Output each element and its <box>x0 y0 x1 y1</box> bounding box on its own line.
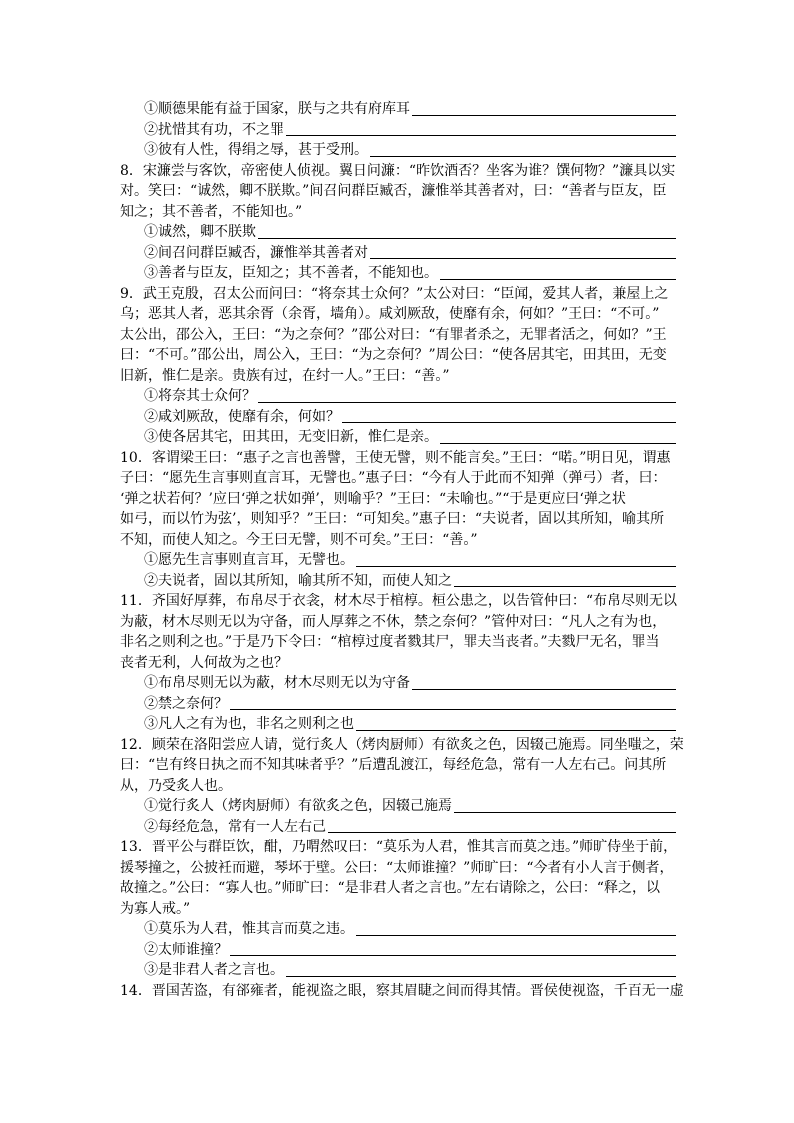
passage-line: 12．顾荣在洛阳尝应人请，觉行炙人（烤肉厨师）有欲炙之色，因辍己施焉。同坐嗤之，荣 <box>120 736 684 753</box>
passage-line: 非名之则利之也。”于是乃下令曰：“棺椁过度者戮其尸，罪夫当丧者。”夫戮尸无名，罪当 <box>120 634 660 650</box>
worksheet-content <box>120 99 684 1001</box>
answer-blank[interactable] <box>258 402 676 403</box>
question-line <box>120 120 676 141</box>
passage-line: 为寡人戒。” <box>120 900 191 917</box>
question-line: ①愿先生言事则直言耳，无譬也。 <box>120 550 676 571</box>
passage-line: 为蔽，材木尽则无以为守备，而人厚葬之不休，禁之奈何？”管仲对曰：“凡人之有为也， <box>120 613 667 630</box>
answer-blank[interactable] <box>454 586 676 587</box>
answer-blank[interactable] <box>356 935 676 936</box>
question-text: ①顺德果能有益于国家，朕与之共有府库耳 <box>144 101 410 117</box>
passage-line: 故撞之。”公曰：“寡人也。”师旷曰：“是非君人者之言也。”左右请除之，公曰：“释之，以 <box>120 880 660 896</box>
answer-blank[interactable] <box>370 258 676 259</box>
passage-line: 不知，而使人知之。今王曰无譬，则不可矣。”王曰：“善。” <box>120 531 478 548</box>
passage-line: 知之；其不善者，不能知也。” <box>120 203 303 220</box>
passage-line: 对。笑曰：“诚然，卿不朕欺。”间召问群臣臧否，濂惟举其善者对，曰：“善者与臣友，臣 <box>120 183 667 199</box>
passage-line: 曰：“岂有终日执之而不知其味者乎？”后遭乱渡江，每经危急，常有一人左右己。问其所 <box>120 757 667 773</box>
question-line: ②间召问群臣臧否，濂惟举其善者对 <box>120 243 676 264</box>
answer-blank[interactable] <box>258 238 676 239</box>
passage-line: 子曰：“愿先生言事则直言耳，无譬也。”惠子曰：“今有人于此而不知弹（弹弓）者，曰： <box>120 470 667 486</box>
question-line: ①布帛尽则无以为蔽，材木尽则无以为守备 <box>120 673 676 694</box>
answer-blank[interactable] <box>370 156 676 157</box>
answer-blank[interactable] <box>356 730 676 731</box>
passage-line: 11．齐国好厚葬，布帛尽于衣衾，材木尽于棺椁。桓公患之，以告管仲曰：“布帛尽则无以 <box>120 593 677 609</box>
passage-line: 旧新，惟仁是亲。贵族有过，在纣一人。”王曰：“善。” <box>120 367 450 384</box>
passage-line: 如弓，而以竹为弦’，则知乎？”王曰：“可知矣。”惠子曰：“夫说者，固以其所知，喻其所 <box>120 511 665 527</box>
passage-line: 14．晋国苦盗，有郤雍者，能视盗之眼，察其眉睫之间而得其情。晋侯使视盗，千百无一虚 <box>120 982 684 999</box>
passage-line: 曰：“不可。”邵公出，周公入，王曰：“为之奈何？”周公曰：“使各居其宅，田其田，无变 <box>120 347 667 363</box>
passage-line: ‘弹之状若何？’应曰‘弹之状如弹’，则喻乎？”王曰：“未喻也。”“于是更应曰‘弹之状 <box>120 490 626 507</box>
question-line: ②太师谁撞？ <box>120 940 676 961</box>
answer-blank[interactable] <box>454 812 676 813</box>
question-line <box>120 140 676 161</box>
answer-blank[interactable] <box>230 709 676 710</box>
passage-line: 丧者无利，人何故为之也？ <box>120 654 288 671</box>
question-line: ③使各居其宅，田其田，无变旧新，惟仁是亲。 <box>120 427 676 448</box>
question-line: ①觉行炙人（烤肉厨师）有欲炙之色，因辍己施焉 <box>120 796 676 817</box>
answer-blank[interactable] <box>286 135 676 136</box>
question-line: ②禁之奈何？ <box>120 694 676 715</box>
question-text: ②扰惜其有功，不之罪 <box>144 121 284 138</box>
passage-line: 从，乃受炙人也。 <box>120 777 232 794</box>
answer-blank[interactable] <box>440 279 676 280</box>
passage-line: 援琴撞之，公披衽而避，琴坏于壁。公曰：“太师谁撞？”师旷曰：“今者有小人言于侧者， <box>120 859 674 876</box>
question-line: ①诚然，卿不朕欺 <box>120 222 676 243</box>
answer-blank[interactable] <box>412 115 676 116</box>
question-line: ②每经危急，常有一人左右己 <box>120 817 676 838</box>
passage-line: 乌；恶其人者，恶其余胥（余胥，墙角）。咸刘厥敌，使靡有余，何如？”王曰：“不可。” <box>120 306 660 322</box>
question-line: ②夫说者，固以其所知，喻其所不知，而使人知之 <box>120 571 676 592</box>
passage-line: 13．晋平公与群臣饮，酣，乃喟然叹曰：“莫乐为人君，惟其言而莫之违。”师旷侍坐于前， <box>120 839 678 855</box>
answer-blank[interactable] <box>342 422 676 423</box>
answer-blank[interactable] <box>440 443 676 444</box>
answer-blank[interactable] <box>230 955 676 956</box>
question-text: ③彼有人性，得绢之辱，甚于受刑。 <box>144 142 368 158</box>
question-line: ①莫乐为人君，惟其言而莫之违。 <box>120 919 676 940</box>
answer-blank[interactable] <box>412 689 676 690</box>
question-line: ②咸刘厥敌，使靡有余，何如？ <box>120 407 676 428</box>
passage-line: 9．武王克殷，召太公而问曰：“将奈其士众何？”太公对曰：“臣闻，爱其人者，兼屋上之 <box>120 285 669 302</box>
question-line <box>120 99 676 120</box>
question-line: ③凡人之有为也，非名之则利之也 <box>120 714 676 735</box>
passage-line: 太公出，邵公入，王曰：“为之奈何？”邵公对曰：“有罪者杀之，无罪者活之，何如？”王 <box>120 326 667 343</box>
passage-line: 8．宋濂尝与客饮，帝密使人侦视。翼日问濂：“昨饮酒否？坐客为谁？馔何物？”濂具以实 <box>120 162 676 179</box>
question-line: ③善者与臣友，臣知之；其不善者，不能知也。 <box>120 263 676 284</box>
question-line: ③是非君人者之言也。 <box>120 960 676 981</box>
question-line: ①将奈其士众何？ <box>120 386 676 407</box>
answer-blank[interactable] <box>286 976 676 977</box>
answer-blank[interactable] <box>356 566 676 567</box>
answer-blank[interactable] <box>328 832 676 833</box>
passage-line: 10．客谓梁王曰：“惠子之言也善譬，王使无譬，则不能言矣。”王曰：“喏。”明日见，谓惠 <box>120 449 671 466</box>
